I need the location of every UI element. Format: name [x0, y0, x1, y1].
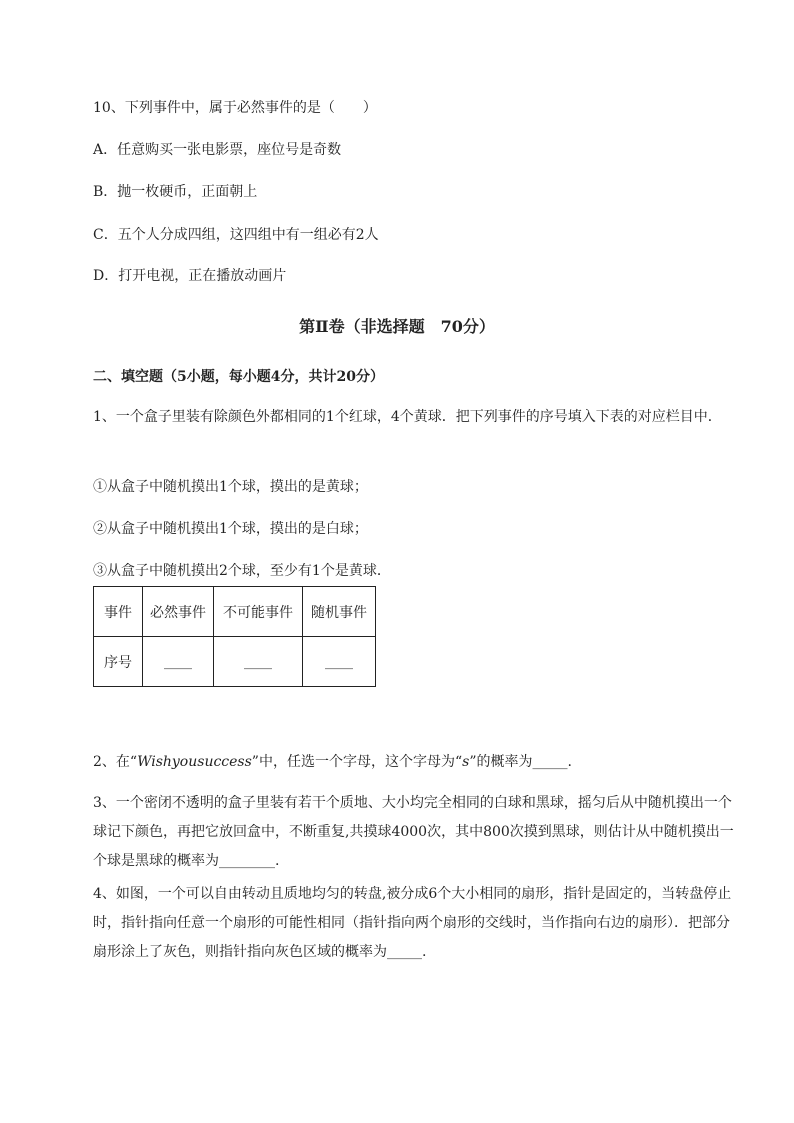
fill-question-1-stem: 1、一个盒子里装有除颜色外都相同的1个红球，4个黄球．把下列事件的序号填入下表的对应栏目中． — [93, 409, 722, 425]
fill-question-1-item-3: ③从盒子中随机摸出2个球，至少有1个是黄球． — [93, 563, 391, 579]
answer-blank: ____ — [214, 637, 303, 687]
table-row — [94, 587, 376, 637]
fill-question-2 — [93, 752, 572, 772]
fill-question-3: 3、一个密闭不透明的盒子里装有若干个质地、大小均完全相同的白球和黑球，摇匀后从中随机摸出一个球记下颜色，再把它放回盒中，不断重复,共摸球4000次，其中800次摸到黑球，则估计从中随机摸出一个球是黑球的概率为________. — [93, 795, 734, 869]
table-header-cell: 事件 — [94, 587, 143, 637]
fill-question-1-item-2: ②从盒子中随机摸出1个球，摸出的是白球； — [93, 521, 368, 537]
part-2-title: 第Ⅱ卷（非选择题 70分） — [299, 317, 495, 336]
question-10-option-c: C．五个人分成四组，这四组中有一组必有2人 — [93, 227, 379, 243]
fill-question-1-item-1: ①从盒子中随机摸出1个球，摸出的是黄球； — [93, 479, 368, 495]
answer-blank: ____ — [303, 637, 376, 687]
question-10-option-b: B．抛一枚硬币，正面朝上 — [93, 184, 258, 200]
table-header-cell: 随机事件 — [303, 587, 376, 637]
table-header-cell: 必然事件 — [143, 587, 214, 637]
answer-blank: ____ — [143, 637, 214, 687]
fill-question-2-word: Wishyousuccess — [137, 754, 252, 770]
question-10-option-d: D．打开电视，正在播放动画片 — [93, 268, 287, 284]
table-row-label: 序号 — [94, 637, 143, 687]
section-2-heading: 二、填空题（5小题，每小题4分，共计20分） — [93, 369, 384, 385]
fill-question-2-prefix: 2、在“ — [93, 754, 138, 770]
fill-question-2-middle: ”中，任选一个字母，这个字母为“ — [251, 754, 463, 770]
question-10-stem: 10、下列事件中，属于必然事件的是（ ） — [93, 100, 377, 116]
event-classification-table — [93, 586, 376, 687]
fill-question-4: 4、如图，一个可以自由转动且质地均匀的转盘,被分成6个大小相同的扇形，指针是固定的，当转盘停止时，指针指向任意一个扇形的可能性相同（指针指向两个扇形的交线时，当作指向右边的扇形）．把部分扇形涂上了灰色，则指针指向灰色区域的概率为_____. — [93, 886, 732, 960]
fill-question-2-letter: s — [462, 754, 470, 770]
question-10-option-a: A．任意购买一张电影票，座位号是奇数 — [93, 142, 342, 158]
table-header-cell: 不可能事件 — [214, 587, 303, 637]
table-row — [94, 637, 376, 687]
fill-question-2-suffix: ”的概率为_____. — [469, 754, 572, 770]
